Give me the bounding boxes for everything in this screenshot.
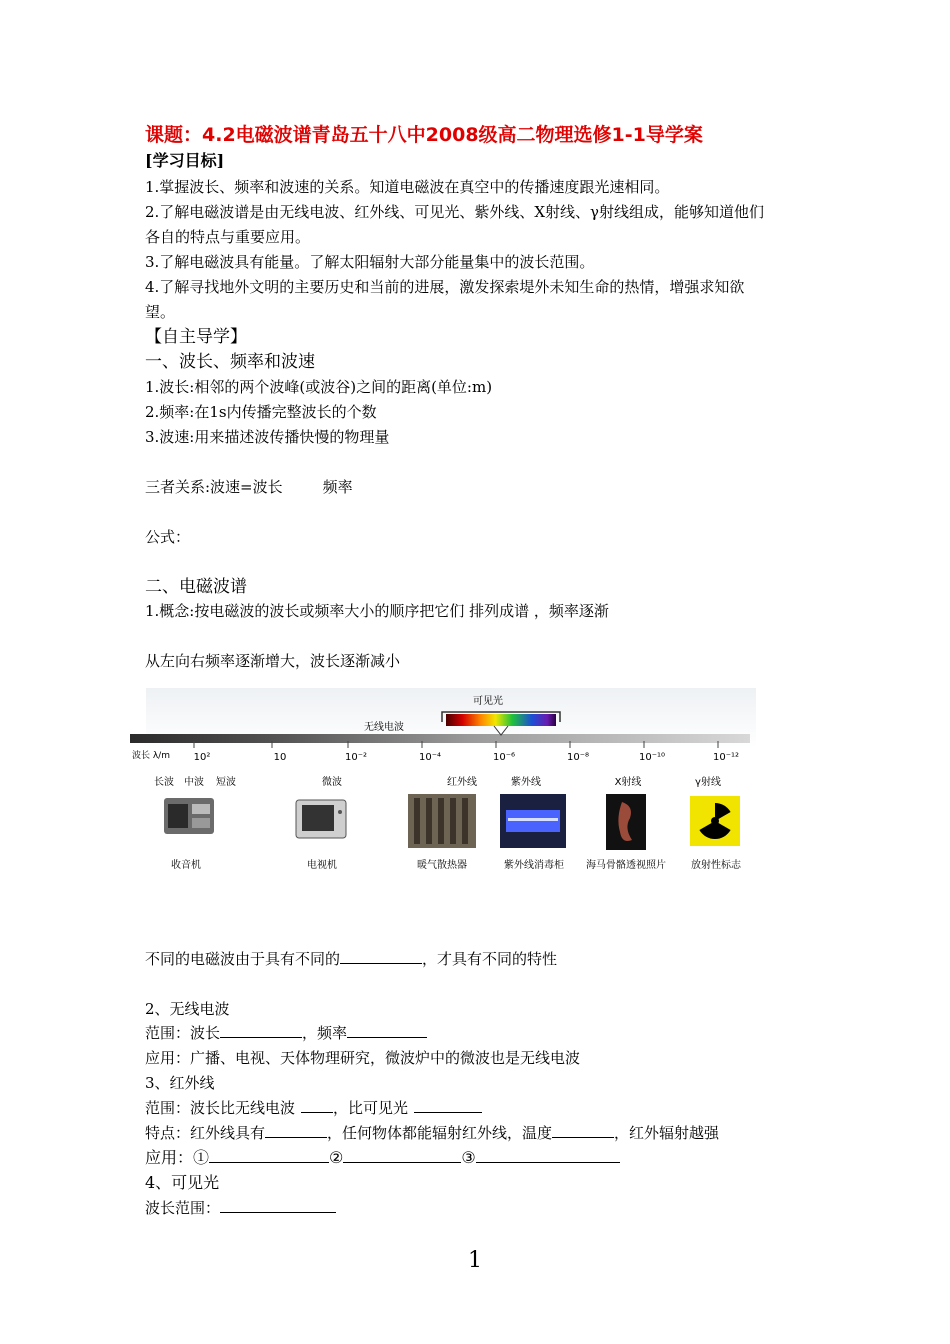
band-label: 长波 <box>154 777 174 788</box>
caption-group <box>171 858 742 871</box>
part1-item-1: 1.波长:相邻的两个波峰(或波谷)之间的距离(单位:m) <box>145 378 493 396</box>
band-label: 红外线 <box>447 777 477 788</box>
blank-app-1[interactable] <box>209 1147 329 1163</box>
wavelength-axis-label: 波长 λ/m <box>132 751 170 761</box>
band-label: 短波 <box>216 777 236 788</box>
visible-light-label: 可见光 <box>473 696 503 707</box>
heater-image <box>408 794 476 848</box>
s3-app-text-c: ③ <box>461 1148 476 1167</box>
band-label: 微波 <box>322 777 342 788</box>
band-label: γ射线 <box>695 777 721 788</box>
blank-wavelength[interactable] <box>220 1022 302 1038</box>
goal-2a: 2.了解电磁波谱是由无线电波、红外线、可见光、紫外线、X射线、γ射线组成，能够知道他们 <box>145 203 764 221</box>
goal-4b: 望。 <box>145 303 176 321</box>
goal-1: 1.掌握波长、频率和波速的关系。知道电磁波在真空中的传播速度跟光速相同。 <box>145 178 670 196</box>
part1-heading: 一、波长、频率和波速 <box>145 352 315 372</box>
axis-tick-label: 10⁻⁶ <box>492 752 516 763</box>
blank-temperature[interactable] <box>552 1122 614 1138</box>
relation-line <box>145 476 353 498</box>
section-4-heading: 4、可见光 <box>145 1173 220 1192</box>
axis-tick-label: 10⁻¹² <box>712 752 740 763</box>
device-caption: 电视机 <box>307 860 337 871</box>
axis-tick-label: 10² <box>193 752 211 763</box>
s3-feature-text-b: ，任何物体都能辐射红外线，温度 <box>327 1124 553 1142</box>
blank-app-2[interactable] <box>343 1147 461 1163</box>
blank-property[interactable] <box>265 1122 327 1138</box>
relation-text-a: 三者关系:波速=波长 <box>145 478 283 496</box>
device-caption: 暖气散热器 <box>417 860 467 871</box>
blank-visible-range[interactable] <box>220 1197 336 1213</box>
axis-tick-label: 10 <box>273 752 287 763</box>
band-label: X射线 <box>614 777 642 788</box>
goal-2b: 各自的特点与重要应用。 <box>145 228 311 246</box>
part1-item-2: 2.频率:在1s内传播完整波长的个数 <box>145 403 377 421</box>
axis-tick-label: 10⁻² <box>344 752 368 763</box>
s3-feature-text-c: ，红外辐射越强 <box>614 1124 720 1142</box>
section-2-heading: 2、无线电波 <box>145 1000 230 1018</box>
section-3-feature <box>145 1122 719 1144</box>
s3-app-text-b: ② <box>329 1148 344 1167</box>
part2-direction: 从左向右频率逐渐增大，波长逐渐减小 <box>145 652 401 670</box>
axis-tick-label: 10⁻⁴ <box>418 752 442 763</box>
radiation-sign-image <box>690 796 740 846</box>
uv-cabinet-image <box>500 794 566 848</box>
radio-wave-label: 无线电波 <box>364 722 404 733</box>
s3-feature-text-a: 特点：红外线具有 <box>145 1124 266 1142</box>
section-3-heading: 3、红外线 <box>145 1074 215 1092</box>
s3-range-text-a: 范围：波长比无线电波 <box>145 1099 296 1117</box>
section-goals: [学习目标] <box>145 151 225 170</box>
tv-image <box>296 800 346 838</box>
em-spectrum-figure <box>128 688 768 888</box>
section-self-study: 【自主导学】 <box>145 327 247 347</box>
radio-image <box>164 798 214 834</box>
blank-compare-visible[interactable] <box>414 1097 482 1113</box>
s2-range-text-a: 范围：波长 <box>145 1024 221 1042</box>
section-3-application <box>145 1147 620 1169</box>
device-caption: 收音机 <box>171 860 201 871</box>
device-caption: 放射性标志 <box>691 860 741 871</box>
part2-concept: 1.概念:按电磁波的波长或频率大小的顺序把它们 排列成谱 ，频率逐渐 <box>145 602 609 620</box>
relation-text-b: 频率 <box>322 478 353 496</box>
spectrum-bar <box>130 734 750 743</box>
goal-3: 3.了解电磁波具有能量。了解太阳辐射大部分能量集中的波长范围。 <box>145 253 595 271</box>
axis-tick-label: 10⁻⁸ <box>566 752 590 763</box>
visible-rainbow <box>446 714 556 726</box>
s4-range-text: 波长范围： <box>145 1199 221 1217</box>
band-label: 中波 <box>184 777 204 788</box>
s2-range-text-b: ，频率 <box>302 1024 348 1042</box>
part2-heading: 二、电磁波谱 <box>145 577 247 597</box>
part1-item-3: 3.波速:用来描述波传播快慢的物理量 <box>145 428 390 446</box>
xray-image <box>606 794 646 850</box>
s3-app-text-a: 应用：① <box>145 1148 210 1167</box>
difference-text-a: 不同的电磁波由于具有不同的 <box>145 950 341 968</box>
blank-compare-radio[interactable] <box>301 1097 333 1113</box>
device-caption: 海马骨骼透视照片 <box>586 860 666 871</box>
difference-text-b: ，才具有不同的特性 <box>422 950 558 968</box>
section-4-range <box>145 1197 336 1219</box>
doc-title: 课题：4.2电磁波谱青岛五十八中2008级高二物理选修1-1导学案 <box>145 124 703 146</box>
difference-line <box>145 948 557 970</box>
section-3-range <box>145 1097 482 1119</box>
s3-range-text-b: ，比可见光 <box>333 1099 409 1117</box>
device-caption: 紫外线消毒柜 <box>504 860 564 871</box>
section-2-application: 应用：广播、电视、天体物理研究，微波炉中的微波也是无线电波 <box>145 1049 581 1067</box>
blank-field[interactable] <box>340 948 422 964</box>
page-number: 1 <box>468 1248 482 1273</box>
band-label-group <box>154 775 721 788</box>
blank-frequency[interactable] <box>347 1022 427 1038</box>
formula-line: 公式： <box>145 528 191 546</box>
band-label: 紫外线 <box>511 777 541 788</box>
goal-4a: 4.了解寻找地外文明的主要历史和当前的进展，激发探索堤外未知生命的热情，增强求知欲 <box>145 278 745 296</box>
section-2-range <box>145 1022 427 1044</box>
blank-app-3[interactable] <box>476 1147 620 1163</box>
axis-tick-label: 10⁻¹⁰ <box>638 752 666 763</box>
